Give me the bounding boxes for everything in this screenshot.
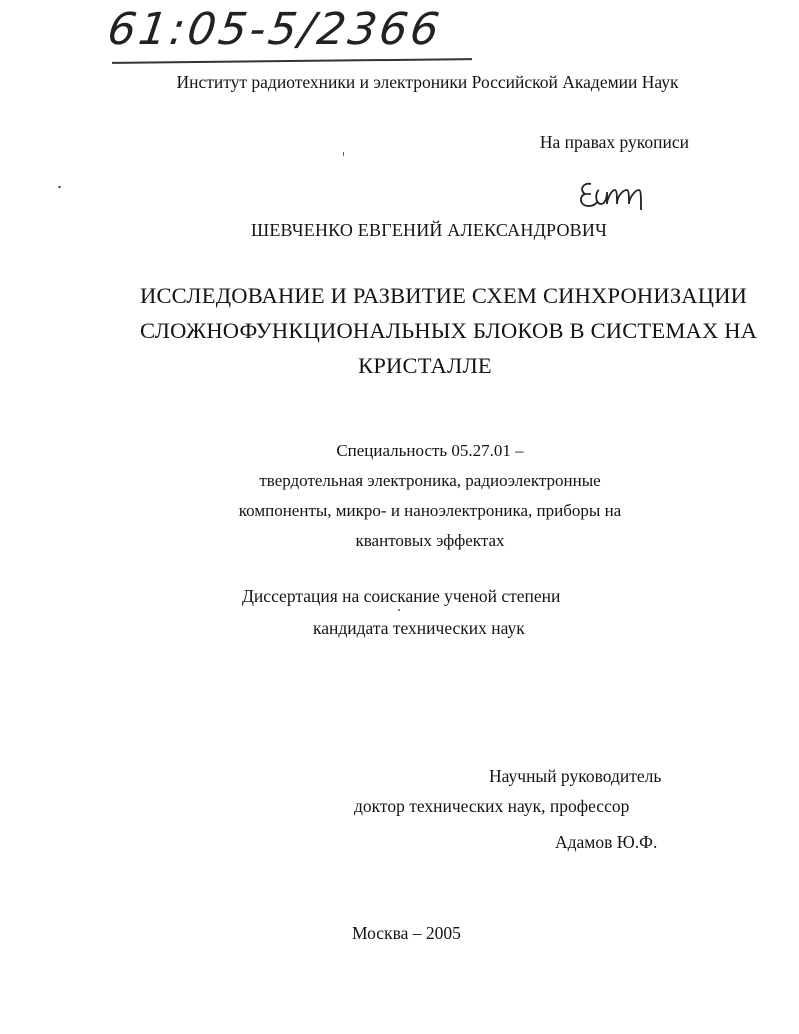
title-line: ИССЛЕДОВАНИЕ И РАЗВИТИЕ СХЕМ СИНХРОНИЗАЦИИ <box>140 283 748 308</box>
dissertation-title <box>140 278 758 383</box>
specialty-line: Специальность 05.27.01 – <box>336 441 524 460</box>
handwritten-underline <box>112 58 472 64</box>
place-and-year: Москва – 2005 <box>352 923 461 943</box>
scan-speck <box>58 185 62 188</box>
supervisor-role: Научный руководитель <box>489 766 662 786</box>
dissertation-degree-line: кандидата технических наук <box>313 618 525 638</box>
specialty-line: твердотельная электроника, радиоэлектронные <box>259 471 601 490</box>
specialty-line: компоненты, микро- и наноэлектроника, приборы на <box>238 501 622 520</box>
supervisor-degree: доктор технических наук, профессор <box>354 796 630 816</box>
title-line: КРИСТАЛЛЕ <box>358 353 492 378</box>
manuscript-rights-note: На правах рукописи <box>539 132 689 152</box>
supervisor-name: Адамов Ю.Ф. <box>555 832 658 852</box>
dissertation-degree-line: Диссертация на соискание ученой степени <box>242 586 561 606</box>
specialty-line: квантовых эффектах <box>355 531 505 550</box>
scan-speck <box>398 609 400 611</box>
handwritten-signature <box>575 176 655 217</box>
author-name: ШЕВЧЕНКО ЕВГЕНИЙ АЛЕКСАНДРОВИЧ <box>251 220 607 240</box>
signature-mark <box>575 176 655 212</box>
specialty-block <box>205 436 655 556</box>
institute-name: Институт радиотехники и электроники Российской Академии Наук <box>176 72 679 92</box>
scan-speck <box>343 152 344 156</box>
handwritten-catalog-code: 61:05-5/2366 <box>104 4 446 55</box>
title-line: СЛОЖНОФУНКЦИОНАЛЬНЫХ БЛОКОВ В СИСТЕМАХ НА <box>140 318 758 343</box>
